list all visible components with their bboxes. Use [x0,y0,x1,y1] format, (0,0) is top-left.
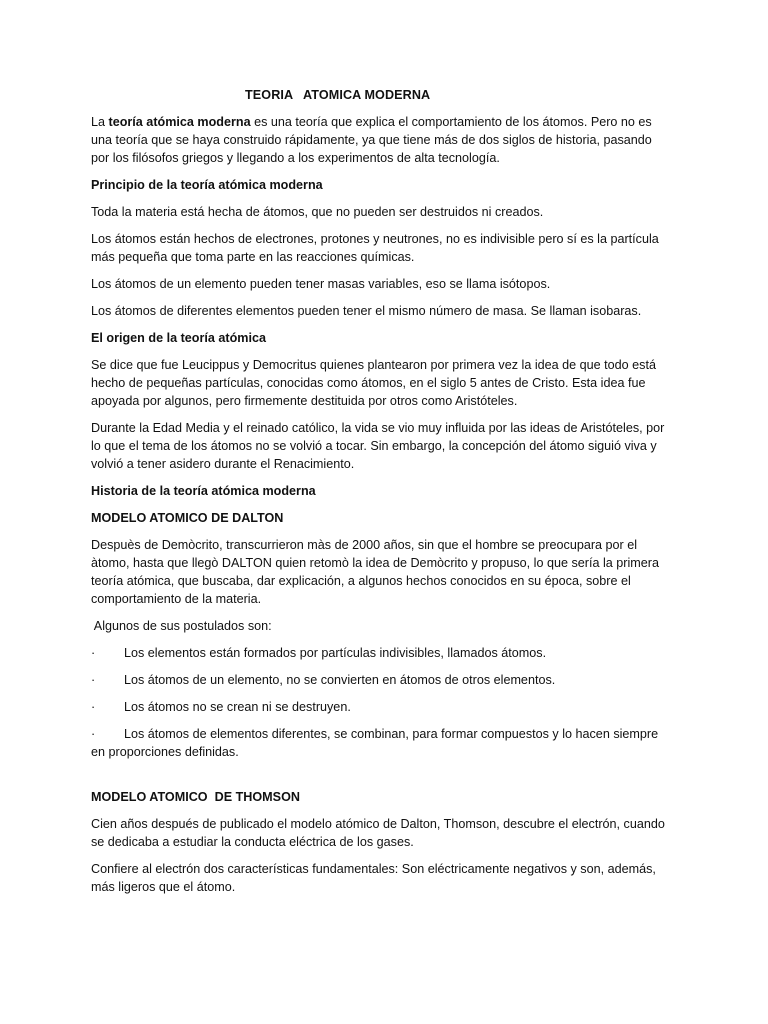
thomson-paragraph-2: Confiere al electrón dos características fundamentales: Son eléctricamente negativos y son, además, más ligeros que el átomo. [91,862,656,894]
dalton-heading: MODELO ATOMICO DE DALTON [91,511,284,525]
thomson-paragraph-1: Cien años después de publicado el modelo atómico de Dalton, Thomson, descubre el electrón, cuando se dedicaba a estudiar la conducta eléctrica de los gases. [91,817,665,849]
origin-paragraph-2: Durante la Edad Media y el reinado católico, la vida se vio muy influida por las ideas de Aristóteles, por lo que el tema de los átomos no se volvió a tocar. Sin embargo, la concepción del átomo siguió viva y volvió a tener asidero durante el Renacimiento. [91,421,665,471]
thomson-heading: MODELO ATOMICO DE THOMSON [91,790,300,804]
principles-paragraph-4: Los átomos de diferentes elementos pueden tener el mismo número de masa. Se llaman isobaras. [91,304,642,318]
postulate-text: Los átomos de un elemento, no se convierten en átomos de otros elementos. [124,673,556,687]
principles-paragraph-1: Toda la materia está hecha de átomos, que no pueden ser destruidos ni creados. [91,205,544,219]
postulate-text: Los átomos de elementos diferentes, se combinan, para formar compuestos y lo hacen siempre en proporciones definidas. [91,727,659,759]
section-spacer [91,770,671,788]
principles-heading: Principio de la teoría atómica moderna [91,178,323,192]
postulate-text: Los elementos están formados por partículas indivisibles, llamados átomos. [124,646,547,660]
bullet-symbol: · [91,700,96,714]
dalton-postulates-intro: Algunos de sus postulados son: [91,619,272,633]
origin-paragraph-1: Se dice que fue Leucippus y Democritus quienes plantearon por primera vez la idea de que todo está hecho de pequeñas partículas, conocidas como átomos, en el siglo 5 antes de Cristo. Esta idea fue apoyada por algunos, pero firmemente destituida por otros como Aristóteles. [91,358,656,408]
list-item [91,671,671,689]
origin-heading: El origen de la teoría atómica [91,331,266,345]
intro-lead-prefix: La [91,115,109,129]
principles-paragraph-2: Los átomos están hechos de electrones, protones y neutrones, no es indivisible pero sí es la partícula más pequeña que toma parte en las reacciones químicas. [91,232,659,264]
bullet-symbol: · [91,673,96,687]
dalton-paragraph: Despuès de Demòcrito, transcurrieron màs de 2000 años, sin que el hombre se preocupara por el àtomo, hasta que llegò DALTON quien retomò la idea de Demòcrito y propuso, lo que sería la primera teoría atómica, que buscaba, dar explicación, a algunos hechos conocidos en su época, sobre el comportamiento de la materia. [91,538,659,606]
principles-paragraph-3: Los átomos de un elemento pueden tener masas variables, eso se llama isótopos. [91,277,551,291]
history-heading: Historia de la teoría atómica moderna [91,484,316,498]
intro-bold-lead: teoría atómica moderna [108,115,251,129]
intro-rest: es una teoría que explica el comportamiento de los átomos. Pero no es una teoría que se haya construido rápidamente, ya que tiene más de dos siglos de historia, pasando por los filósofos griegos y llegando a los experimentos de alta tecnología. [91,115,652,165]
bullet-symbol: · [91,727,96,741]
list-item [91,725,671,761]
intro-paragraph [91,113,671,167]
list-item [91,644,671,662]
postulate-text: Los átomos no se crean ni se destruyen. [124,700,351,714]
bullet-symbol: · [91,646,96,660]
document-title: TEORIA ATOMICA MODERNA [245,88,431,102]
list-item [91,698,671,716]
document-page [91,86,671,905]
